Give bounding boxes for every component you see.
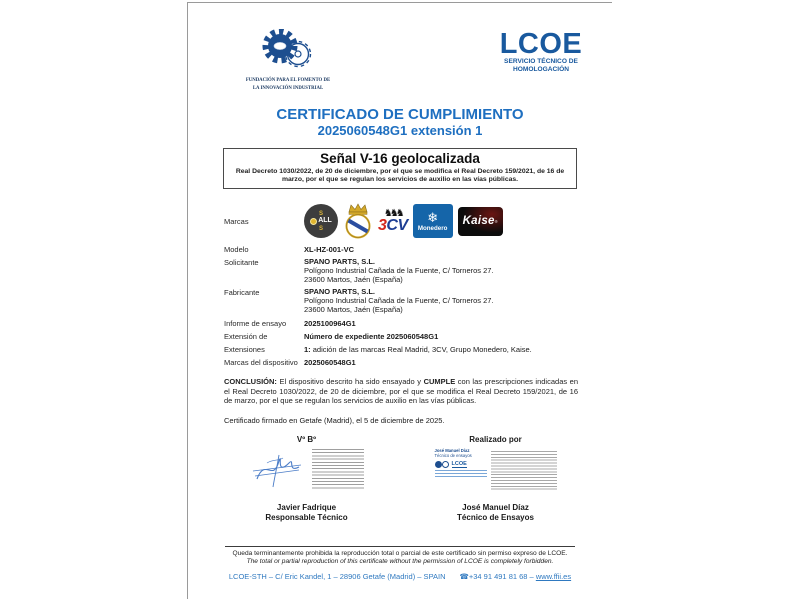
lcoe-subtitle-line2: HOMOLOGACIÓN xyxy=(512,66,570,73)
monedero-logo xyxy=(413,204,453,238)
field-row-modelo xyxy=(224,245,578,254)
field-label: Extensiones xyxy=(224,344,265,354)
header xyxy=(188,3,612,92)
handwritten-signature-icon xyxy=(249,449,307,491)
digital-signature-details xyxy=(491,451,557,491)
field-value: 2025060548G1 xyxy=(304,357,356,367)
signature-right xyxy=(413,435,578,522)
signatures-section xyxy=(224,435,578,522)
ffii-logo xyxy=(224,29,352,92)
kaise-label: Kaise xyxy=(462,215,495,227)
3cv-logo xyxy=(378,207,408,234)
conclusion-cumple: CUMPLE xyxy=(423,376,456,386)
ffii-name-line2: LA INNOVACIÓN INDUSTRIAL xyxy=(252,85,324,91)
certificate-page xyxy=(187,2,612,599)
signer-role-right: Técnico de Ensayos xyxy=(457,512,534,522)
conclusion-text-1: El dispositivo descrito ha sido ensayado y xyxy=(276,376,424,386)
field-label: Marcas xyxy=(224,216,249,226)
realizado-heading: Realizado por xyxy=(469,435,522,445)
conclusion-text-2: con las prescripciones indicadas en el Real Decreto 1030/2022, de 20 de diciembre, por el que se modifica el Real Decreto 159/2021, de 16 de marzo, por el que se regulan los servicios de auxilio en las vías públicas. xyxy=(224,376,578,406)
kaise-logo xyxy=(458,207,503,236)
field-label: Solicitante xyxy=(224,258,259,267)
footer-address: LCOE-STH – C/ Eric Kandel, 1 – 28906 Getafe (Madrid) – SPAIN xyxy=(228,571,446,581)
sosall-dot-icon xyxy=(310,218,317,225)
lcoe-logo xyxy=(476,28,606,74)
field-row-extension-de xyxy=(224,332,578,341)
stamp-address-lines xyxy=(435,470,487,479)
stamp-ffii-gear2-icon xyxy=(442,461,449,468)
solicitante-name: SPANO PARTS, S.L. xyxy=(304,257,375,266)
footer-legal-en: The total or partial reproduction of this certificate without the permission of LCOE is completely forbidden. xyxy=(246,557,554,565)
sosall-s-top: S xyxy=(318,210,323,217)
footer-legal-es: Queda terminantemente prohibida la reproducción total o parcial de este certificado sin permiso expreso de LCOE. xyxy=(232,550,568,557)
3cv-three: 3 xyxy=(378,216,387,234)
solicitante-address1: Polígono Industrial Cañada de la Fuente, C/ Torneros 27. xyxy=(304,265,494,275)
title-line1: CERTIFICADO DE CUMPLIMIENTO xyxy=(276,105,524,123)
product-regulation: Real Decreto 1030/2022, de 20 de diciembre, por el que se modifica el Real Decreto 159/2021, de 16 de marzo, por el que se regulan los servicios de auxilio en las vías públicas. xyxy=(235,167,565,183)
fabricante-address1: Polígono Industrial Cañada de la Fuente, C/ Torneros 27. xyxy=(304,296,494,306)
digital-signature-details xyxy=(312,449,364,489)
field-label: Informe de ensayo xyxy=(224,318,287,328)
field-value: XL-HZ-001-VC xyxy=(304,245,355,254)
monedero-label: Monedero xyxy=(417,224,448,232)
ffii-name-line1: FUNDACIÓN PARA EL FOMENTO DE xyxy=(245,78,331,83)
fields-section xyxy=(224,203,578,367)
signed-line: Certificado firmado en Getafe (Madrid), el 5 de diciembre de 2025. xyxy=(224,416,445,426)
monedero-emblem-icon: ❄ xyxy=(427,209,439,225)
stamp-signer-role: Técnico de ensayos xyxy=(434,452,472,458)
field-label: Extensión de xyxy=(224,331,268,341)
field-value: 2025100964G1 xyxy=(304,318,356,328)
product-title: Señal V-16 geolocalizada xyxy=(320,150,480,166)
stamp-lcoe-logo: LCOE xyxy=(451,460,467,467)
field-row-marcas-dispositivo xyxy=(224,358,578,367)
field-value: Número de expediente 2025060548G1 xyxy=(304,331,439,341)
product-box xyxy=(223,148,577,189)
footer-contact-line xyxy=(225,572,575,581)
ffii-website-link[interactable]: www.ffii.es xyxy=(535,571,572,581)
signer-name-right: José Manuel Díaz xyxy=(462,503,529,513)
footer xyxy=(225,546,575,581)
field-label: Modelo xyxy=(224,245,249,254)
kaise-registered-mark: ® xyxy=(494,218,498,224)
sosall-logo xyxy=(304,204,338,238)
fabricante-name: SPANO PARTS, S.L. xyxy=(304,287,375,297)
field-row-extensiones xyxy=(224,345,578,354)
phone-icon: ☎ xyxy=(459,571,469,581)
field-row-fabricante xyxy=(224,288,578,314)
stamp-ffii-gear-icon xyxy=(435,461,442,468)
3cv-horses-icon: ♞♞♞ xyxy=(383,207,402,219)
stamp-signer-name: José Manuel Díaz xyxy=(434,448,470,454)
solicitante-address2: 23600 Martos, Jaén (España) xyxy=(304,274,403,284)
footer-phone: +34 91 491 81 68 – xyxy=(468,571,534,581)
signature-left xyxy=(224,435,389,522)
vobo-heading: Vº Bº xyxy=(296,435,317,445)
conclusion-label: CONCLUSIÓN: xyxy=(224,376,277,386)
3cv-cv: CV xyxy=(386,216,408,234)
extension-text: adición de las marcas Real Madrid, 3CV, Grupo Monedero, Kaise. xyxy=(310,344,532,354)
title-line2: 2025060548G1 extensión 1 xyxy=(317,122,483,138)
signer-name-left: Javier Fadrique xyxy=(276,503,337,513)
field-row-solicitante xyxy=(224,258,578,284)
certificate-title xyxy=(188,107,612,138)
ffii-gears-icon xyxy=(253,29,323,71)
real-madrid-crest-icon xyxy=(343,203,373,239)
extension-number: 1: xyxy=(304,344,311,354)
digital-signature-stamp xyxy=(435,449,557,495)
field-label: Marcas del dispositivo xyxy=(224,357,298,367)
conclusion-paragraph xyxy=(224,377,578,406)
fabricante-address2: 23600 Martos, Jaén (España) xyxy=(304,304,403,314)
field-row-informe xyxy=(224,319,578,328)
lcoe-wordmark: LCOE xyxy=(499,28,583,60)
lcoe-subtitle-line1: SERVICIO TÉCNICO DE xyxy=(504,58,578,65)
field-row-marcas xyxy=(224,203,578,239)
sosall-all-text: ALL xyxy=(318,217,332,224)
field-label: Fabricante xyxy=(224,288,260,298)
brand-logos xyxy=(304,203,578,239)
sosall-s-bottom: S xyxy=(318,225,323,232)
signer-role-left: Responsable Técnico xyxy=(265,512,348,522)
